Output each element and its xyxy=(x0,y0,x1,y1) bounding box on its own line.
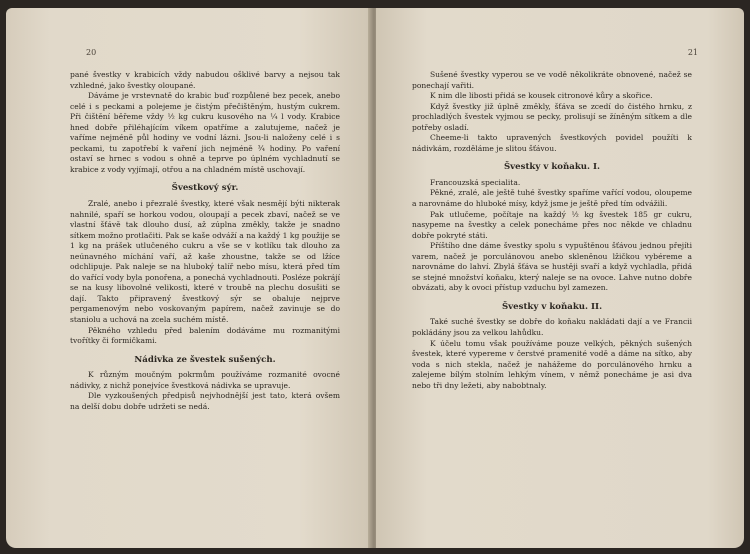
left-page xyxy=(6,8,372,548)
right-page xyxy=(376,8,744,548)
section-heading: Nádivka ze švestek sušených. xyxy=(134,354,276,365)
paragraph: Dáváme je vrstevnatě do krabic buď rozpůlené bez pecek, anebo celé i s peckami a polejeme je čistým přečištěným, hustým cukrem. Při čištění běřeme vždy ½ kg cukru kusového na ¼ l vody. Krabice hned dobře přiléhajícím víkem opatříme a zalutujeme, načež je vaříme nejméně půl hodiny ve vodní lázni. Jsou-li naloženy celé i s peckami, tu zapotřebí k vaření jich nejméně ¾ hodiny. Po vaření ostaví se hrnec s vodou s ohně a teprve po úplném vychladnutí se krabice z vody vyjímají, otřou a na chladném místě uschovají. xyxy=(70,91,340,174)
section-heading: Švestkový sýr. xyxy=(171,183,239,194)
paragraph: Dle vyzkoušených předpisů nejvhodnější jest tato, která ovšem na delší dobu dobře udržeti se nedá. xyxy=(70,391,340,411)
paragraph: Cheeme-li takto upravených švestkových povidel použíti k nádivkám, rozděláme je slitou šťávou. xyxy=(412,133,692,153)
paragraph: Pěkného vzhledu před balením dodáváme mu rozmanitými tvořítky či formičkami. xyxy=(70,325,340,346)
page-number-right: 21 xyxy=(687,48,698,57)
paragraph: Příštího dne dáme švestky spolu s vypuštěnou šťávou jednou přejíti varem, načež je porculánovou anebo skleněnou lžičkou vybéreme a narovnáme do lahví. Zbylá šťáva se hustěji svaří a když vychladla, přidá se stejné množství koňaku, který naleje se na ovoce. Lahve nutno dobře obvázati, aby k ovoci přístup vzduchu byl zamezen. xyxy=(412,241,692,293)
book-spread xyxy=(6,8,744,548)
page-number-left: 20 xyxy=(86,48,97,57)
paragraph: K účelu tomu však používáme pouze velkých, pěkných sušených švestek, které vypereme v čerstvé pramenité vodě a dáme na sítko, aby voda s nich stekla, načež je nahážeme do porculánového hrnku a zalejeme bílým stolním lehkým vínem, v němž ponecháme je asi dva nebo tři dny ležeti, aby nabobtnaly. xyxy=(412,338,692,390)
right-page-text xyxy=(412,70,692,391)
paragraph: Francouzská specialita. xyxy=(430,177,521,187)
paragraph: Když švestky již úplně změkly, šťáva se zcedí do čistého hrnku, z prochladlých švestek vyjmou se pecky, prolisují se žíněným sítkem a dle potřeby osladí. xyxy=(412,101,692,132)
section-heading: Švestky v koňaku. II. xyxy=(501,301,603,312)
paragraph: Zralé, anebo i přezralé švestky, které však nesmějí býti nikterak nahnilé, spaří se horkou vodou, oloupají a pecek zbaví, načež se ve vlastní šťávě tak dlouho dusí, až zúplna změkly, takže je snadno sítkem možno protlačiti. Pak se kaše odváží a na každý 1 kg použije se 1 kg na prášek utlučeného cukru a vše se v kotlíku tak dlouho za neúnavného míchání vaří, až kaše zhoustne, takže se od lžíce odchlipuje. Pak naleje se na hluboký talíř nebo mísu, která před tím do vařící vody byla ponořena, a ponechá vychladnouti. Posléze pokrájí se na kusy libovolné velikosti, které v troubě na plechu dosušiti se dají. Takto připravený švestkový sýr se obaluje nejprve pergamenovým nebo voskovaným papírem, načež zavinuje se do staniolu a uchová na zcela suchém místě. xyxy=(70,199,340,325)
paragraph: Pak utlučeme, počítaje na každý ½ kg švestek 185 gr cukru, nasypeme na švestky a celek ponecháme přes noc někde ve chladnu dobře pokryté státi. xyxy=(412,209,692,240)
paragraph: Sušené švestky vyperou se ve vodě několikráte obnovené, načež se ponechají vařiti. xyxy=(412,70,692,90)
paragraph: K různým moučným pokrmům používáme rozmanité ovocné nádivky, z nichž ponejvíce švestková nádivka se upravuje. xyxy=(70,370,340,390)
paragraph: Také suché švestky se dobře do koňaku nakládati dají a ve Francii pokládány jsou za velkou lahůdku. xyxy=(412,317,692,338)
paragraph: K nim dle libosti přidá se kousek citronové kůry a skořice. xyxy=(430,91,653,101)
section-heading: Švestky v koňaku. I. xyxy=(503,162,601,173)
paragraph: pané švestky v krabicích vždy nabudou ošklivé barvy a nejsou tak vzhledné, jako švestky oloupané. xyxy=(70,70,340,90)
paragraph: Pěkné, zralé, ale ještě tuhé švestky spaříme vařící vodou, oloupeme a narovnáme do hluboké mísy, když jsme je ještě před tím odvážili. xyxy=(412,188,692,209)
left-page-text xyxy=(70,70,340,412)
